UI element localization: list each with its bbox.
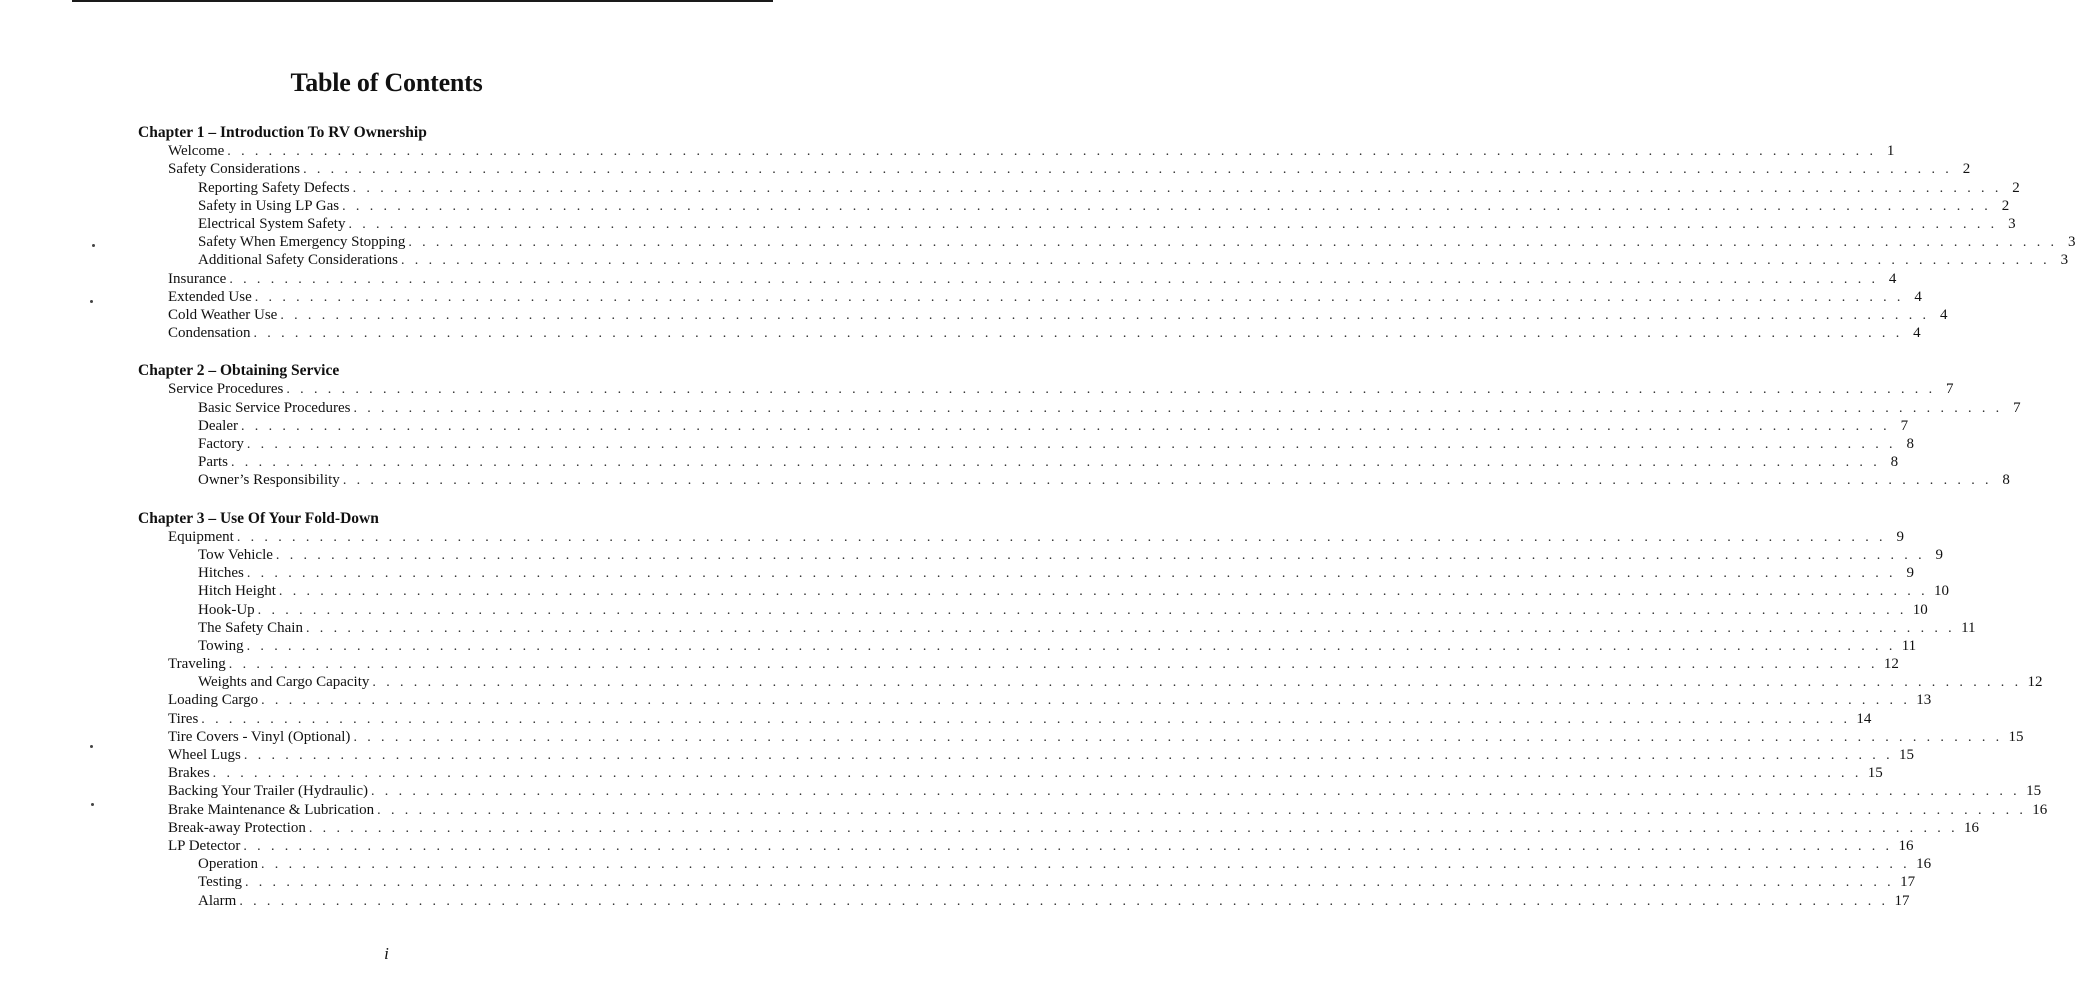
toc-entry-label: Hitches (198, 565, 244, 582)
toc-entry-label: Insurance (168, 270, 227, 287)
toc-entry[interactable] (138, 655, 1899, 673)
toc-entry-label: Safety in Using LP Gas (198, 197, 340, 214)
toc-entry[interactable] (138, 582, 1950, 600)
toc-entry-label: Hook-Up (198, 601, 255, 618)
toc-entry[interactable] (138, 197, 2010, 215)
page-title: Table of Contents (290, 68, 483, 97)
toc-entry-label: Testing (198, 874, 242, 891)
toc-entry-page: 11 (1901, 637, 1917, 654)
chapter-heading: Chapter 3 – Use Of Your Fold-Down (138, 509, 379, 527)
toc-entry-page: 7 (2013, 399, 2021, 416)
dot-leader: . . . . . . . . . . . . . . . . . . . . . . . . . . . . . . . . . . . . . . . . . . . . . . . . . . . . . . . . . . . . . . . . . . . . . . . . . . . . . . . . . . . . . . . . . . . . . . . . . . . . . . . . . . . . . . . . . . . . . . . . (243, 838, 1893, 854)
dot-leader: . . . . . . . . . . . . . . . . . . . . . . . . . . . . . . . . . . . . . . . . . . . . . . . . . . . . . . . . . . . . . . . . . . . . . . . . . . . . . . . . . . . . . . . . . . . . . . . . . . . . . . . . . . . . . . . . . . . . . . . . (246, 638, 1896, 654)
dot-leader: . . . . . . . . . . . . . . . . . . . . . . . . . . . . . . . . . . . . . . . . . . . . . . . . . . . . . . . . . . . . . . . . . . . . . . . . . . . . . . . . . . . . . . . . . . . . . . . . . . . . . . . . . . . . . . . . . . . . . . . . (239, 893, 1889, 909)
toc-entry-label: Towing (198, 637, 244, 654)
dot-leader: . . . . . . . . . . . . . . . . . . . . . . . . . . . . . . . . . . . . . . . . . . . . . . . . . . . . . . . . . . . . . . . . . . . . . . . . . . . . . . . . . . . . . . . . . . . . . . . . . . . . . . . . . . . . . . . . . . . . . . . . (308, 820, 1958, 836)
toc-entry[interactable] (138, 746, 1914, 764)
toc-entry-page: 8 (2002, 472, 2010, 489)
dot-leader: . . . . . . . . . . . . . . . . . . . . . . . . . . . . . . . . . . . . . . . . . . . . . . . . . . . . . . . . . . . . . . . . . . . . . . . . . . . . . . . . . . . . . . . . . . . . . . . . . . . . . . . . . . . . . . . . . . . . . . . . (353, 400, 2003, 416)
top-rule (72, 0, 773, 2)
toc-entry[interactable] (138, 324, 1921, 342)
toc-entry[interactable] (138, 855, 1932, 873)
toc-entry[interactable] (138, 601, 1928, 619)
toc-entry[interactable] (138, 528, 1904, 546)
dot-leader: . . . . . . . . . . . . . . . . . . . . . . . . . . . . . . . . . . . . . . . . . . . . . . . . . . . . . . . . . . . . . . . . . . . . . . . . . . . . . . . . . . . . . . . . . . . . . . . . . . . . . . . . . . . . . . . . . . . . . . . . (253, 326, 1903, 342)
dot-leader: . . . . . . . . . . . . . . . . . . . . . . . . . . . . . . . . . . . . . . . . . . . . . . . . . . . . . . . . . . . . . . . . . . . . . . . . . . . . . . . . . . . . . . . . . . . . . . . . . . . . . . . . . . . . . . . . . . . . . . . . (212, 766, 1862, 782)
dot-leader: . . . . . . . . . . . . . . . . . . . . . . . . . . . . . . . . . . . . . . . . . . . . . . . . . . . . . . . . . . . . . . . . . . . . . . . . . . . . . . . . . . . . . . . . . . . . . . . . . . . . . . . . . . . . . . . . . . . . . . . . (348, 216, 1998, 232)
dot-leader: . . . . . . . . . . . . . . . . . . . . . . . . . . . . . . . . . . . . . . . . . . . . . . . . . . . . . . . . . . . . . . . . . . . . . . . . . . . . . . . . . . . . . . . . . . . . . . . . . . . . . . . . . . . . . . . . . . . . . . . . (246, 437, 1896, 452)
dot-leader: . . . . . . . . . . . . . . . . . . . . . . . . . . . . . . . . . . . . . . . . . . . . . . . . . . . . . . . . . . . . . . . . . . . . . . . . . . . . . . . . . . . . . . . . . . . . . . . . . . . . . . . . . . . . . . . . . . . . . . . . (254, 289, 1904, 305)
dot-leader: . . . . . . . . . . . . . . . . . . . . . . . . . . . . . . . . . . . . . . . . . . . . . . . . . . . . . . . . . . . . . . . . . . . . . . . . . . . . . . . . . . . . . . . . . . . . . . . . . . . . . . . . . . . . . . . . . . . . . . . . (370, 784, 2021, 800)
toc-entry[interactable] (138, 399, 2021, 417)
toc-entry-label: Alarm (198, 892, 237, 909)
dot-leader: . . . . . . . . . . . . . . . . . . . . . . . . . . . . . . . . . . . . . . . . . . . . . . . . . . . . . . . . . . . . . . . . . . . . . . . . . . . . . . . . . . . . . . . . . . . . . . . . . . . . . . . . . . . . . . . . . . . . . . . . (280, 307, 1930, 323)
margin-speck (90, 745, 93, 748)
margin-speck (92, 244, 95, 247)
toc-entry-page: 1 (1886, 143, 1895, 160)
toc-entry-page: 15 (1899, 747, 1914, 763)
toc-entry-label: Brakes (168, 765, 210, 782)
dot-leader: . . . . . . . . . . . . . . . . . . . . . . . . . . . . . . . . . . . . . . . . . . . . . . . . . . . . . . . . . . . . . . . . . . . . . . . . . . . . . . . . . . . . . . . . . . . . . . . . . . . . . . . . . . . . . . . . . . . . . . . . (400, 253, 2051, 269)
toc-entry-label: Extended Use (168, 288, 252, 305)
toc-entry-page: 7 (1900, 417, 1909, 434)
toc-entry-page: 17 (1900, 874, 1916, 891)
dot-leader: . . . . . . . . . . . . . . . . . . . . . . . . . . . . . . . . . . . . . . . . . . . . . . . . . . . . . . . . . . . . . . . . . . . . . . . . . . . . . . . . . . . . . . . . . . . . . . . . . . . . . . . . . . . . . . . . . . . . . . . . (260, 857, 1911, 873)
dot-leader: . . . . . . . . . . . . . . . . . . . . . . . . . . . . . . . . . . . . . . . . . . . . . . . . . . . . . . . . . . . . . . . . . . . . . . . . . . . . . . . . . . . . . . . . . . . . . . . . . . . . . . . . . . . . . . . . . . . . . . . . (342, 198, 1992, 214)
toc-entry[interactable] (138, 728, 2024, 746)
toc-entry-page: 17 (1894, 892, 1910, 909)
toc-entry-page: 2 (1962, 161, 1971, 178)
dot-leader: . . . . . . . . . . . . . . . . . . . . . . . . . . . . . . . . . . . . . . . . . . . . . . . . . . . . . . . . . . . . . . . . . . . . . . . . . . . . . . . . . . . . . . . . . . . . . . . . . . . . . . . . . . . . . . . . . . . . . . . . (229, 271, 1879, 287)
toc-entry[interactable] (138, 251, 2069, 269)
toc-entry[interactable] (138, 673, 2043, 691)
toc-entry-label: Electrical System Safety (198, 215, 346, 232)
dot-leader: . . . . . . . . . . . . . . . . . . . . . . . . . . . . . . . . . . . . . . . . . . . . . . . . . . . . . . . . . . . . . . . . . . . . . . . . . . . . . . . . . . . . . . . . . . . . . . . . . . . . . . . . . . . . . . . . . . . . . . . . (227, 144, 1877, 160)
toc-entry[interactable] (138, 233, 2075, 251)
toc-entry-label: The Safety Chain (198, 619, 303, 636)
dot-leader: . . . . . . . . . . . . . . . . . . . . . . . . . . . . . . . . . . . . . . . . . . . . . . . . . . . . . . . . . . . . . . . . . . . . . . . . . . . . . . . . . . . . . . . . . . . . . . . . . . . . . . . . . . . . . . . . . . . . . . . . (278, 584, 1929, 600)
toc-entry-label: Owner’s Responsibility (198, 472, 340, 489)
dot-leader: . . . . . . . . . . . . . . . . . . . . . . . . . . . . . . . . . . . . . . . . . . . . . . . . . . . . . . . . . . . . . . . . . . . . . . . . . . . . . . . . . . . . . . . . . . . . . . . . . . . . . . . . . . . . . . . . . . . . . . . . (303, 162, 1953, 178)
dot-leader: . . . . . . . . . . . . . . . . . . . . . . . . . . . . . . . . . . . . . . . . . . . . . . . . . . . . . . . . . . . . . . . . . . . . . . . . . . . . . . . . . . . . . . . . . . . . . . . . . . . . . . . . . . . . . . . . . . . . . . . . (377, 802, 2027, 818)
toc-entry-label: Welcome (168, 143, 225, 160)
toc-entry[interactable] (138, 546, 1944, 564)
toc-entry-page: 3 (2008, 215, 2016, 232)
toc-entry-page: 16 (1898, 837, 1914, 854)
toc-entry-page: 8 (1906, 436, 1914, 452)
toc-entry-page: 15 (2008, 728, 2024, 745)
chapter-gap (138, 342, 680, 362)
toc-entry-label: Tires (168, 710, 199, 727)
toc-entry[interactable] (138, 637, 1917, 655)
toc-entry-page: 11 (1961, 619, 1976, 636)
toc-entry-label: Brake Maintenance & Lubrication (168, 801, 375, 818)
toc-entry[interactable] (138, 782, 2042, 800)
toc-entry-label: Basic Service Procedures (198, 399, 351, 416)
toc-entry-label: Hitch Height (198, 583, 276, 600)
toc-entry[interactable] (138, 564, 1914, 582)
toc-entry-label: Cold Weather Use (168, 306, 278, 323)
toc-entry-page: 16 (1916, 856, 1932, 873)
toc-entry[interactable] (138, 801, 2048, 819)
toc-entry-label: Safety Considerations (168, 161, 301, 178)
margin-speck (90, 300, 93, 303)
chapter-heading: Chapter 1 – Introduction To RV Ownership (138, 124, 427, 141)
dot-leader: . . . . . . . . . . . . . . . . . . . . . . . . . . . . . . . . . . . . . . . . . . . . . . . . . . . . . . . . . . . . . . . . . . . . . . . . . . . . . . . . . . . . . . . . . . . . . . . . . . . . . . . . . . . . . . . . . . . . . . . . (243, 748, 1893, 763)
toc-entry-label: Reporting Safety Defects (198, 179, 350, 196)
toc-entry-page: 9 (1906, 565, 1914, 582)
toc-entry-page: 4 (1913, 325, 1921, 342)
dot-leader: . . . . . . . . . . . . . . . . . . . . . . . . . . . . . . . . . . . . . . . . . . . . . . . . . . . . . . . . . . . . . . . . . . . . . . . . . . . . . . . . . . . . . . . . . . . . . . . . . . . . . . . . . . . . . . . . . . . . . . . . (305, 620, 1956, 636)
toc-entry[interactable] (138, 710, 1872, 728)
dot-leader: . . . . . . . . . . . . . . . . . . . . . . . . . . . . . . . . . . . . . . . . . . . . . . . . . . . . . . . . . . . . . . . . . . . . . . . . . . . . . . . . . . . . . . . . . . . . . . . . . . . . . . . . . . . . . . . . . . . . . . . . (352, 180, 2002, 196)
toc-entry-page: 9 (1935, 546, 1944, 563)
toc-entry-page: 15 (1867, 765, 1883, 782)
toc-entry[interactable] (138, 288, 1922, 306)
toc-entry[interactable] (138, 453, 1899, 471)
toc-entry-page: 12 (1883, 656, 1899, 673)
toc-entry-label: Traveling (168, 656, 226, 673)
table-of-contents (138, 124, 2075, 910)
chapter-heading: Chapter 2 – Obtaining Service (138, 362, 340, 380)
toc-entry-page: 15 (2026, 783, 2042, 800)
dot-leader: . . . . . . . . . . . . . . . . . . . . . . . . . . . . . . . . . . . . . . . . . . . . . . . . . . . . . . . . . . . . . . . . . . . . . . . . . . . . . . . . . . . . . . . . . . . . . . . . . . . . . . . . . . . . . . . . . . . . . . . . (286, 382, 1936, 398)
dot-leader: . . . . . . . . . . . . . . . . . . . . . . . . . . . . . . . . . . . . . . . . . . . . . . . . . . . . . . . . . . . . . . . . . . . . . . . . . . . . . . . . . . . . . . . . . . . . . . . . . . . . . . . . . . . . . . . . . . . . . . . . (257, 602, 1907, 618)
toc-entry-label: Condensation (168, 325, 251, 342)
dot-leader: . . . . . . . . . . . . . . . . . . . . . . . . . . . . . . . . . . . . . . . . . . . . . . . . . . . . . . . . . . . . . . . . . . . . . . . . . . . . . . . . . . . . . . . . . . . . . . . . . . . . . . . . . . . . . . . . . . . . . . . . (236, 529, 1886, 545)
chapter-gap (138, 490, 680, 510)
toc-entry-page: 8 (1890, 454, 1899, 471)
toc-entry[interactable] (138, 215, 2016, 233)
toc-entry-page: 2 (2012, 179, 2020, 196)
page-number: i (384, 944, 389, 963)
toc-entry-page: 3 (2067, 234, 2075, 251)
dot-leader: . . . . . . . . . . . . . . . . . . . . . . . . . . . . . . . . . . . . . . . . . . . . . . . . . . . . . . . . . . . . . . . . . . . . . . . . . . . . . . . . . . . . . . . . . . . . . . . . . . . . . . . . . . . . . . . . . . . . . . . . (408, 235, 2058, 251)
toc-entry[interactable] (138, 691, 1932, 709)
toc-entry-page: 7 (1945, 381, 1954, 398)
toc-entry-page: 10 (1912, 601, 1928, 618)
toc-entry-page: 16 (2032, 801, 2048, 818)
toc-entry[interactable] (138, 619, 1976, 637)
toc-entry[interactable] (138, 471, 2010, 489)
toc-entry[interactable] (138, 142, 1895, 160)
toc-entry-label: Service Procedures (168, 381, 284, 398)
toc-entry[interactable] (138, 179, 2020, 197)
toc-entry-page: 13 (1916, 692, 1932, 709)
dot-leader: . . . . . . . . . . . . . . . . . . . . . . . . . . . . . . . . . . . . . . . . . . . . . . . . . . . . . . . . . . . . . . . . . . . . . . . . . . . . . . . . . . . . . . . . . . . . . . . . . . . . . . . . . . . . . . . . . . . . . . . . (275, 547, 1926, 563)
dot-leader: . . . . . . . . . . . . . . . . . . . . . . . . . . . . . . . . . . . . . . . . . . . . . . . . . . . . . . . . . . . . . . . . . . . . . . . . . . . . . . . . . . . . . . . . . . . . . . . . . . . . . . . . . . . . . . . . . . . . . . . . (201, 711, 1851, 727)
toc-entry-page: 12 (2027, 674, 2043, 691)
toc-entry-label: LP Detector (168, 837, 241, 854)
toc-entry[interactable] (138, 819, 1979, 837)
toc-entry-label: Dealer (198, 417, 238, 434)
toc-entry-label: Safety When Emergency Stopping (198, 234, 406, 251)
toc-entry[interactable] (138, 892, 1910, 910)
toc-entry-page: 3 (2060, 252, 2069, 269)
margin-speck (91, 803, 94, 806)
dot-leader: . . . . . . . . . . . . . . . . . . . . . . . . . . . . . . . . . . . . . . . . . . . . . . . . . . . . . . . . . . . . . . . . . . . . . . . . . . . . . . . . . . . . . . . . . . . . . . . . . . . . . . . . . . . . . . . . . . . . . . . . (244, 875, 1895, 891)
toc-entry-label: Tow Vehicle (198, 546, 273, 563)
toc-entry-label: Break-away Protection (168, 819, 306, 836)
toc-entry-label: Wheel Lugs (168, 747, 241, 763)
dot-leader: . . . . . . . . . . . . . . . . . . . . . . . . . . . . . . . . . . . . . . . . . . . . . . . . . . . . . . . . . . . . . . . . . . . . . . . . . . . . . . . . . . . . . . . . . . . . . . . . . . . . . . . . . . . . . . . . . . . . . . . . (231, 455, 1881, 471)
toc-entry[interactable] (138, 306, 1948, 324)
toc-entry-label: Operation (198, 856, 258, 873)
toc-entry[interactable] (138, 764, 1883, 782)
toc-entry-label: Factory (198, 436, 244, 452)
toc-entry[interactable] (138, 270, 1897, 288)
toc-entry-label: Equipment (168, 528, 234, 545)
toc-entry[interactable] (138, 160, 1971, 178)
toc-entry-label: Weights and Cargo Capacity (198, 674, 370, 691)
toc-entry-label: Backing Your Trailer (Hydraulic) (168, 783, 368, 800)
toc-entry-label: Parts (198, 454, 228, 471)
dot-leader: . . . . . . . . . . . . . . . . . . . . . . . . . . . . . . . . . . . . . . . . . . . . . . . . . . . . . . . . . . . . . . . . . . . . . . . . . . . . . . . . . . . . . . . . . . . . . . . . . . . . . . . . . . . . . . . . . . . . . . . . (261, 693, 1911, 709)
toc-entry-label: Tire Covers - Vinyl (Optional) (168, 728, 351, 745)
toc-entry-page: 4 (1888, 270, 1897, 287)
dot-leader: . . . . . . . . . . . . . . . . . . . . . . . . . . . . . . . . . . . . . . . . . . . . . . . . . . . . . . . . . . . . . . . . . . . . . . . . . . . . . . . . . . . . . . . . . . . . . . . . . . . . . . . . . . . . . . . . . . . . . . . . (228, 657, 1878, 673)
toc-entry-page: 16 (1963, 819, 1979, 836)
toc-entry[interactable] (138, 873, 1916, 891)
toc-entry[interactable] (138, 435, 1914, 453)
toc-entry-page: 4 (1914, 288, 1922, 305)
dot-leader: . . . . . . . . . . . . . . . . . . . . . . . . . . . . . . . . . . . . . . . . . . . . . . . . . . . . . . . . . . . . . . . . . . . . . . . . . . . . . . . . . . . . . . . . . . . . . . . . . . . . . . . . . . . . . . . . . . . . . . . . (372, 675, 2022, 691)
dot-leader: . . . . . . . . . . . . . . . . . . . . . . . . . . . . . . . . . . . . . . . . . . . . . . . . . . . . . . . . . . . . . . . . . . . . . . . . . . . . . . . . . . . . . . . . . . . . . . . . . . . . . . . . . . . . . . . . . . . . . . . . (342, 473, 1992, 489)
toc-entry-label: Loading Cargo (168, 692, 259, 709)
dot-leader: . . . . . . . . . . . . . . . . . . . . . . . . . . . . . . . . . . . . . . . . . . . . . . . . . . . . . . . . . . . . . . . . . . . . . . . . . . . . . . . . . . . . . . . . . . . . . . . . . . . . . . . . . . . . . . . . . . . . . . . . (353, 729, 2003, 745)
toc-entry-page: 14 (1856, 710, 1872, 727)
toc-entry-page: 9 (1896, 528, 1904, 545)
toc-entry[interactable] (138, 837, 1914, 855)
toc-entry-page: 4 (1939, 306, 1948, 323)
toc-entry-page: 10 (1934, 583, 1950, 600)
dot-leader: . . . . . . . . . . . . . . . . . . . . . . . . . . . . . . . . . . . . . . . . . . . . . . . . . . . . . . . . . . . . . . . . . . . . . . . . . . . . . . . . . . . . . . . . . . . . . . . . . . . . . . . . . . . . . . . . . . . . . . . . (246, 566, 1896, 582)
toc-entry[interactable] (138, 417, 1909, 435)
toc-entry-page: 2 (2001, 197, 2010, 214)
dot-leader: . . . . . . . . . . . . . . . . . . . . . . . . . . . . . . . . . . . . . . . . . . . . . . . . . . . . . . . . . . . . . . . . . . . . . . . . . . . . . . . . . . . . . . . . . . . . . . . . . . . . . . . . . . . . . . . . . . . . . . . . (240, 418, 1891, 434)
toc-entry[interactable] (138, 380, 1954, 398)
toc-entry-label: Additional Safety Considerations (198, 252, 398, 269)
